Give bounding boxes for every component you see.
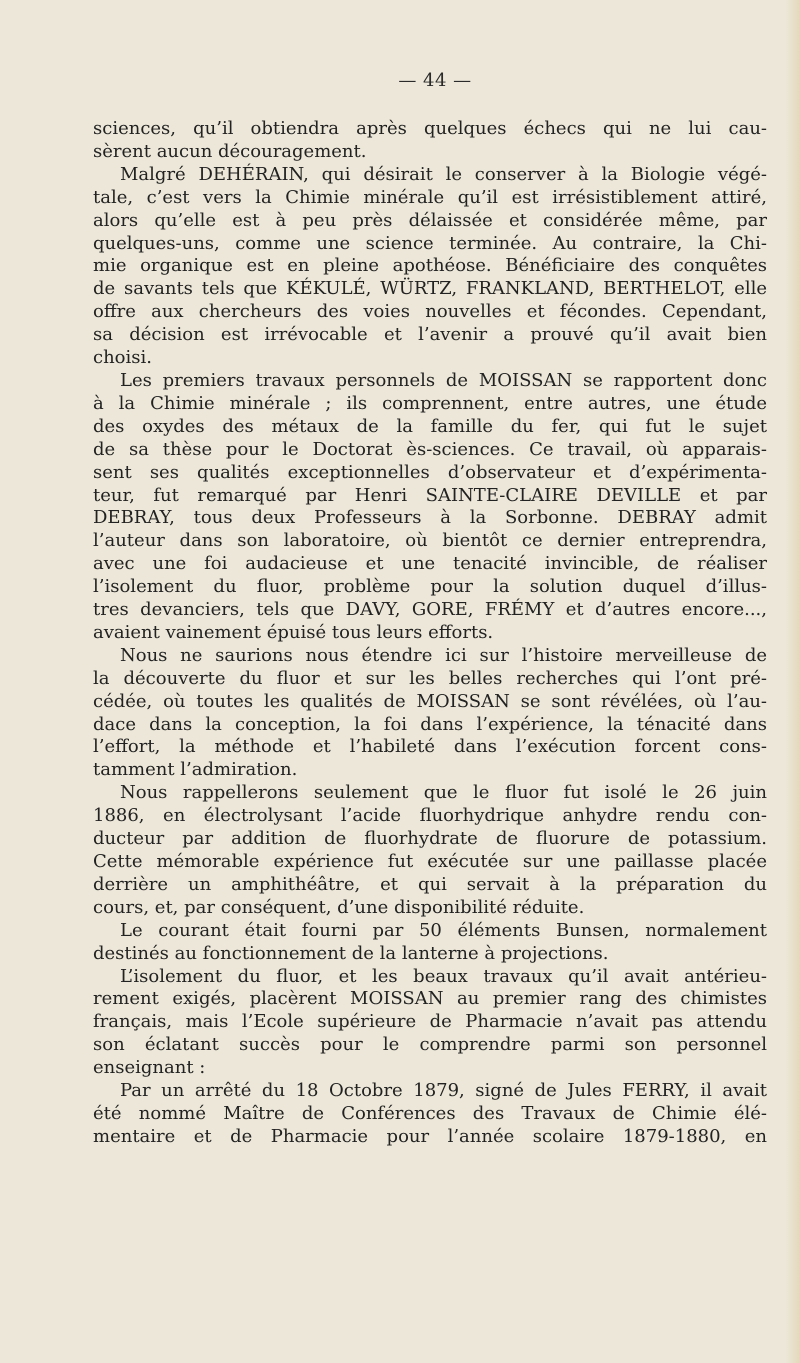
text-line: L’isolement du fluor, et les beaux travaux qu’il avait antérieu-: [120, 965, 767, 987]
text-line: Les premiers travaux personnels de MOISSAN se rapportent donc: [120, 369, 767, 391]
text-line: quelques-uns, comme une science terminée. Au contraire, la Chi-: [93, 232, 767, 254]
text-line: mie organique est en pleine apothéose. Bénéficiaire des conquêtes: [93, 255, 767, 277]
text-line: français, mais l’Ecole supérieure de Pharmacie n’avait pas attendu: [93, 1011, 767, 1033]
text-line: destinés au fonctionnement de la lanterne à projections.: [93, 942, 609, 964]
text-line: choisi.: [93, 347, 152, 369]
text-line: Par un arrêté du 18 Octobre 1879, signé de Jules FERRY, il avait: [120, 1080, 767, 1102]
text-line: de sa thèse pour le Doctorat ès-sciences. Ce travail, où apparais-: [93, 438, 767, 460]
text-line: dace dans la conception, la foi dans l’expérience, la ténacité dans: [93, 713, 767, 735]
text-line: l’effort, la méthode et l’habileté dans l’exécution forcent cons-: [93, 736, 767, 758]
page-number: — 44 —: [398, 70, 472, 91]
text-line: sciences, qu’il obtiendra après quelques échecs qui ne lui cau-: [93, 118, 767, 139]
text-line: tres devanciers, tels que DAVY, GORE, FRÉMY et d’autres encore...,: [93, 599, 767, 621]
text-line: offre aux chercheurs des voies nouvelles et fécondes. Cependant,: [93, 301, 767, 323]
text-line: avec une foi audacieuse et une tenacité invincible, de réaliser: [93, 553, 767, 575]
text-line: teur, fut remarqué par Henri SAINTE-CLAIRE DEVILLE et par: [93, 484, 767, 506]
text-line: avaient vainement épuisé tous leurs efforts.: [93, 621, 494, 643]
page-edge-shadow: [786, 0, 800, 1363]
text-line: ducteur par addition de fluorhydrate de fluorure de potassium.: [93, 828, 767, 850]
text-line: sèrent aucun découragement.: [93, 140, 367, 162]
text-line: l’auteur dans son laboratoire, où bientôt ce dernier entreprendra,: [93, 530, 767, 552]
text-line: sent ses qualités exceptionnelles d’observateur et d’expérimenta-: [93, 461, 767, 483]
text-line: l’isolement du fluor, problème pour la solution duquel d’illus-: [93, 576, 767, 598]
text-line: tale, c’est vers la Chimie minérale qu’il est irrésistiblement attiré,: [93, 186, 767, 208]
text-line: 1886, en électrolysant l’acide fluorhydrique anhydre rendu con-: [93, 805, 767, 827]
text-line: des oxydes des métaux de la famille du fer, qui fut le sujet: [93, 415, 767, 437]
body-text: [93, 118, 767, 1149]
text-line: derrière un amphithéâtre, et qui servait à la préparation du: [93, 873, 767, 895]
text-line: rement exigés, placèrent MOISSAN au premier rang des chimistes: [93, 988, 767, 1010]
text-line: Malgré DEHÉRAIN, qui désirait le conserver à la Biologie végé-: [120, 163, 767, 185]
text-line: à la Chimie minérale ; ils comprennent, entre autres, une étude: [93, 392, 767, 414]
text-line: cédée, où toutes les qualités de MOISSAN se sont révélées, où l’au-: [93, 690, 767, 712]
text-line: Nous ne saurions nous étendre ici sur l’histoire merveilleuse de: [120, 644, 767, 666]
text-line: tamment l’admiration.: [93, 759, 298, 781]
text-line: sa décision est irrévocable et l’avenir a prouvé qu’il avait bien: [93, 324, 767, 346]
text-line: de savants tels que KÉKULÉ, WÜRTZ, FRANKLAND, BERTHELOT, elle: [93, 278, 767, 300]
text-line: alors qu’elle est à peu près délaissée et considérée même, par: [93, 209, 767, 231]
text-line: Nous rappellerons seulement que le fluor fut isolé le 26 juin: [120, 782, 767, 804]
text-line: été nommé Maître de Conférences des Travaux de Chimie élé-: [93, 1102, 767, 1124]
text-line: Le courant était fourni par 50 éléments Bunsen, normalement: [120, 919, 767, 941]
text-line: cours, et, par conséquent, d’une disponibilité réduite.: [93, 896, 585, 918]
text-line: mentaire et de Pharmacie pour l’année scolaire 1879-1880, en: [93, 1125, 767, 1147]
text-line: son éclatant succès pour le comprendre parmi son personnel: [93, 1034, 767, 1056]
text-line: enseignant :: [93, 1057, 206, 1079]
text-line: DEBRAY, tous deux Professeurs à la Sorbonne. DEBRAY admit: [93, 507, 767, 529]
text-line: Cette mémorable expérience fut exécutée sur une paillasse placée: [93, 851, 767, 872]
text-line: la découverte du fluor et sur les belles recherches qui l’ont pré-: [93, 667, 767, 689]
